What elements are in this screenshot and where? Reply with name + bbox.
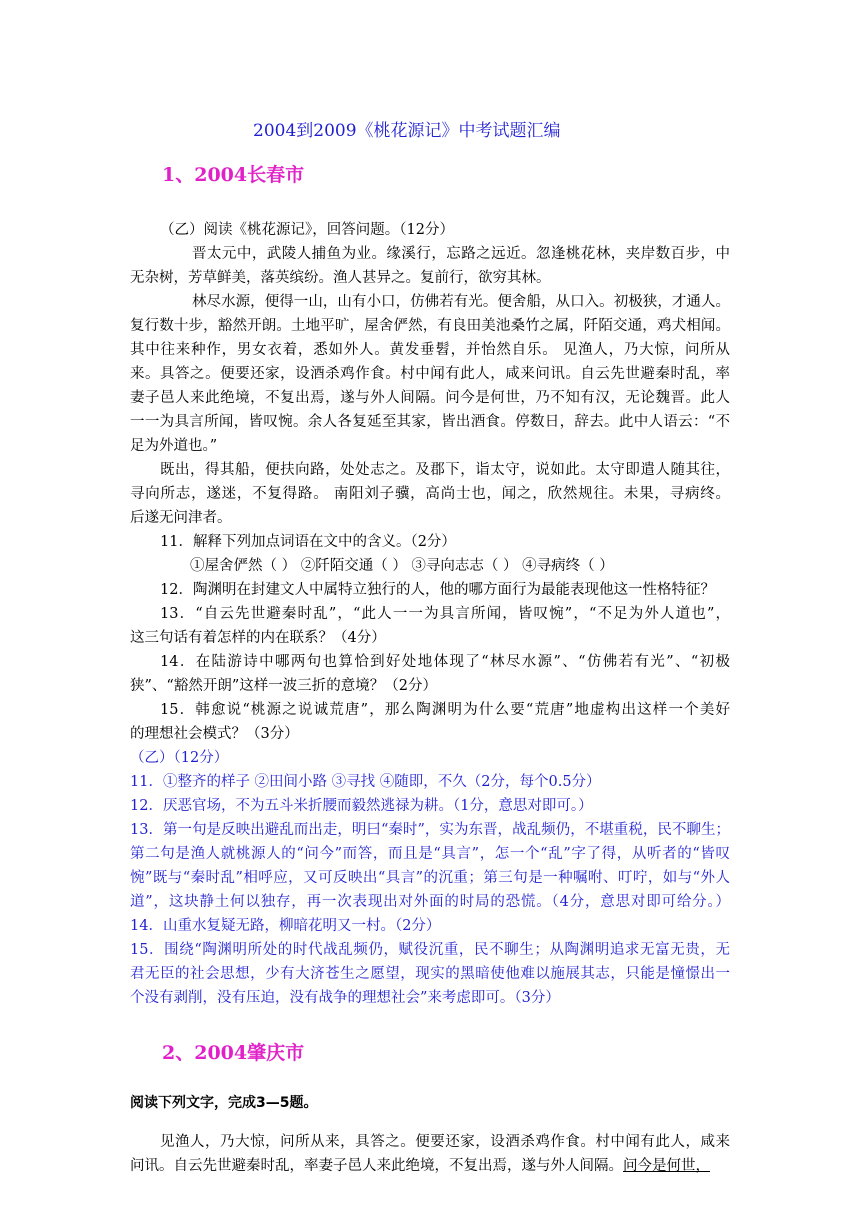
passage2-line: 见渔人，乃大惊，问所从来，具答之。便要还家，设酒杀鸡作食。村中闻有此人，咸来	[160, 1134, 730, 1150]
answer-11: 11．①整齐的样子 ②田间小路 ③寻找 ④随即，不久（2分，每个0.5分）	[130, 774, 601, 790]
answer-13-cont: 第二句是渔人就桃源人的“问今”而答，而且是“具言”，怎一个“乱”字了得，从听者的“皆叹	[130, 846, 730, 862]
answer-12: 12．厌恶官场，不为五斗米折腰而毅然逃禄为耕。（1分，意思对即可。）	[130, 798, 593, 814]
question-14: 14．在陆游诗中哪两句也算恰到好处地体现了“林尽水源”、“仿佛若有光”、“初极	[160, 654, 730, 670]
passage-line: 晋太元中，武陵人捕鱼为业。缘溪行，忘路之远近。忽逢桃花林，夹岸数百步，中	[192, 246, 730, 262]
question-15-cont: 的理想社会模式？（3分）	[130, 726, 299, 742]
passage-line: 其中往来种作，男女衣着，悉如外人。黄发垂髫，并怡然自乐。 见渔人，乃大惊，问所从	[130, 342, 730, 358]
answer-15: 15．围绕“陶渊明所处的时代战乱频仍，赋役沉重，民不聊生；从陶渊明追求无富无贵，无	[130, 942, 730, 958]
passage-line: 林尽水源，便得一山，山有小口，仿佛若有光。便舍船，从口入。初极狭，才通人。	[192, 294, 730, 310]
answer-15-cont: 个没有剥削，没有压迫，没有战争的理想社会”来考虑即可。（3分）	[130, 990, 560, 1006]
passage-line: 既出，得其船，便扶向路，处处志之。及郡下，诣太守，说如此。太守即遣人随其往，	[160, 462, 730, 478]
answer-13-cont: 惋”既与“秦时乱”相呼应，又可反映出“具言”的沉重；第三句是一种嘱咐、叮咛，如与“外人	[130, 870, 730, 886]
answer-15-cont: 君无臣的社会思想，少有大济苍生之愿望，现实的黑暗使他难以施展其志，只能是憧憬出一	[130, 966, 730, 982]
passage-line: 来。具答之。便要还家，设酒杀鸡作食。村中闻有此人，咸来问讯。自云先世避秦时乱，率	[130, 366, 730, 382]
section-heading-2: 2、2004肇庆市	[162, 1042, 305, 1064]
passage2-text: 问讯。自云先世避秦时乱，率妻子邑人来此绝境，不复出焉，遂与外人间隔。	[130, 1158, 623, 1174]
passage-intro: （乙）阅读《桃花源记》，回答问题。（12分）	[160, 222, 454, 238]
question-13: 13．“自云先世避秦时乱”，“此人一一为具言所闻，皆叹惋”，“不足为外人道也”，	[160, 606, 730, 622]
question-15: 15．韩愈说“桃源之说诚荒唐”，那么陶渊明为什么要“荒唐”地虚构出这样一个美好	[160, 702, 730, 718]
passage-line: 无杂树，芳草鲜美，落英缤纷。渔人甚异之。复前行，欲穷其林。	[130, 270, 551, 286]
question-11-items: ①屋舍俨然（ ） ②阡陌交通（ ） ③寻向志志（ ） ④寻病终（ ）	[190, 558, 614, 574]
answer-header: （乙）（12分）	[130, 750, 229, 766]
passage-line: 一一为具言所闻，皆叹惋。余人各复延至其家，皆出酒食。停数日，辞去。此中人语云：“不	[130, 414, 730, 430]
reading-instruction: 阅读下列文字，完成3—5题。	[130, 1095, 318, 1111]
answer-13-cont: 道”，这块静土何以独存，再一次表现出对外面的时局的恐慌。（4分，意思对即可给分。）	[130, 894, 730, 910]
answer-13: 13．第一句是反映出避乱而出走，明曰“秦时”，实为东晋，战乱频仍，不堪重税，民不聊生；	[130, 822, 730, 838]
passage-line: 寻向所志，遂迷，不复得路。 南阳刘子骥，高尚士也，闻之，欣然规往。未果，寻病终。	[130, 486, 730, 502]
question-14-cont: 狭”、“豁然开朗”这样一波三折的意境？（2分）	[130, 678, 437, 694]
question-12: 12．陶渊明在封建文人中属特立独行的人，他的哪方面行为最能表现他这一性格特征？	[160, 582, 715, 598]
passage-line: 复行数十步，豁然开朗。土地平旷，屋舍俨然，有良田美池桑竹之属，阡陌交通，鸡犬相闻。	[130, 318, 730, 334]
question-11: 11．解释下列加点词语在文中的含义。（2分）	[160, 534, 456, 550]
passage-line: 足为外道也。”	[130, 438, 218, 454]
underlined-phrase: 问今是何世，	[623, 1158, 710, 1174]
question-13-cont: 这三句话有着怎样的内在联系？（4分）	[130, 630, 386, 646]
document-title: 2004到2009《桃花源记》中考试题汇编	[253, 121, 561, 141]
passage-line: 后遂无问津者。	[130, 510, 232, 526]
section-heading-1: 1、2004长春市	[162, 164, 305, 186]
passage-line: 妻子邑人来此绝境，不复出焉，遂与外人间隔。问今是何世，乃不知有汉，无论魏晋。此人	[130, 390, 730, 406]
answer-14: 14．山重水复疑无路，柳暗花明又一村。（2分）	[130, 918, 441, 934]
passage2-line	[130, 1154, 710, 1175]
